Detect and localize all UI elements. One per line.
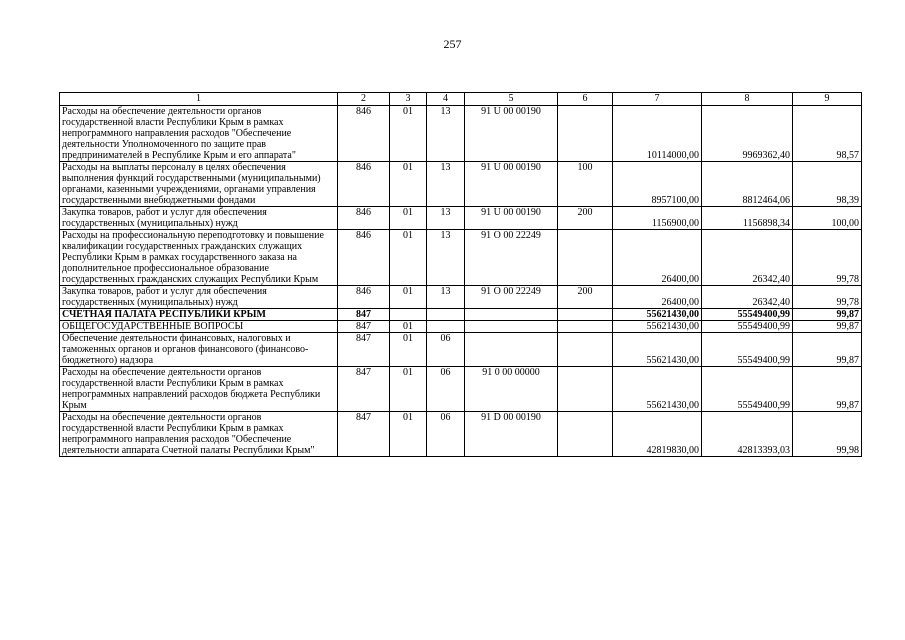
subsection-cell: 06 [427, 412, 465, 457]
percent-cell: 100,00 [793, 207, 862, 230]
admin-code-cell: 847 [338, 309, 390, 321]
row-name-cell: ОБЩЕГОСУДАРСТВЕННЫЕ ВОПРОСЫ [60, 321, 338, 333]
expense-type-cell: 200 [558, 207, 613, 230]
expense-type-cell [558, 230, 613, 286]
admin-code-cell: 846 [338, 106, 390, 162]
executed-amount-cell: 55549400,99 [702, 321, 793, 333]
row-name-cell: Закупка товаров, работ и услуг для обеспечения государственных (муниципальных) нужд [60, 286, 338, 309]
target-article-cell: 91 0 00 00000 [465, 367, 558, 412]
section-cell: 01 [390, 321, 427, 333]
planned-amount-cell: 26400,00 [613, 230, 702, 286]
planned-amount-cell: 8957100,00 [613, 162, 702, 207]
section-cell: 01 [390, 286, 427, 309]
executed-amount-cell: 55549400,99 [702, 367, 793, 412]
table-row [60, 321, 862, 333]
header-cell: 9 [793, 93, 862, 106]
page-number: 257 [443, 37, 462, 51]
percent-cell: 99,78 [793, 286, 862, 309]
row-name-cell: Расходы на профессиональную переподготовку и повышение квалификации государственных гражданских служащих Республики Крым в рамках государственного заказа на дополнительное профессиональное образование государственных гражданских служащих Республики Крым [60, 230, 338, 286]
section-cell [390, 309, 427, 321]
header-cell: 1 [60, 93, 338, 106]
target-article-cell [465, 321, 558, 333]
planned-amount-cell: 55621430,00 [613, 321, 702, 333]
section-cell: 01 [390, 412, 427, 457]
percent-cell: 99,87 [793, 321, 862, 333]
planned-amount-cell: 55621430,00 [613, 333, 702, 367]
target-article-cell: 91 U 00 00190 [465, 106, 558, 162]
percent-cell: 98,39 [793, 162, 862, 207]
section-cell: 01 [390, 106, 427, 162]
planned-amount-cell: 55621430,00 [613, 367, 702, 412]
target-article-cell: 91 O 00 22249 [465, 286, 558, 309]
executed-amount-cell: 55549400,99 [702, 333, 793, 367]
row-name-cell: Обеспечение деятельности финансовых, налоговых и таможенных органов и органов финансового (финансово-бюджетного) надзора [60, 333, 338, 367]
target-article-cell [465, 309, 558, 321]
target-article-cell: 91 D 00 00190 [465, 412, 558, 457]
section-cell: 01 [390, 367, 427, 412]
percent-cell: 98,57 [793, 106, 862, 162]
target-article-cell: 91 U 00 00190 [465, 207, 558, 230]
row-name-cell: Закупка товаров, работ и услуг для обеспечения государственных (муниципальных) нужд [60, 207, 338, 230]
subsection-cell: 06 [427, 333, 465, 367]
header-cell: 2 [338, 93, 390, 106]
table-row [60, 309, 862, 321]
planned-amount-cell: 26400,00 [613, 286, 702, 309]
target-article-cell: 91 O 00 22249 [465, 230, 558, 286]
expense-type-cell: 100 [558, 162, 613, 207]
subsection-cell: 13 [427, 162, 465, 207]
table-row [60, 333, 862, 367]
subsection-cell: 06 [427, 367, 465, 412]
admin-code-cell: 847 [338, 412, 390, 457]
subsection-cell [427, 321, 465, 333]
subsection-cell: 13 [427, 230, 465, 286]
row-name-cell: Расходы на обеспечение деятельности органов государственной власти Республики Крым в рамках непрограммного направления расходов "Обеспечение деятельности Уполномоченного по защите прав предпринимателей в Республике Крым и его аппарата" [60, 106, 338, 162]
executed-amount-cell: 9969362,40 [702, 106, 793, 162]
expense-type-cell [558, 321, 613, 333]
table-row [60, 230, 862, 286]
subsection-cell [427, 309, 465, 321]
row-name-cell: Расходы на выплаты персоналу в целях обеспечения выполнения функций государственными (муниципальными) органами, казенными учреждениями, органами управления государственными внебюджетными фондами [60, 162, 338, 207]
header-cell: 7 [613, 93, 702, 106]
header-row [60, 93, 862, 106]
executed-amount-cell: 1156898,34 [702, 207, 793, 230]
table-row [60, 286, 862, 309]
expense-type-cell [558, 309, 613, 321]
header-cell: 4 [427, 93, 465, 106]
section-cell: 01 [390, 207, 427, 230]
header-cell: 5 [465, 93, 558, 106]
header-cell: 8 [702, 93, 793, 106]
target-article-cell: 91 U 00 00190 [465, 162, 558, 207]
executed-amount-cell: 26342,40 [702, 286, 793, 309]
subsection-cell: 13 [427, 286, 465, 309]
executed-amount-cell: 26342,40 [702, 230, 793, 286]
section-cell: 01 [390, 162, 427, 207]
percent-cell: 99,87 [793, 367, 862, 412]
planned-amount-cell: 1156900,00 [613, 207, 702, 230]
planned-amount-cell: 42819830,00 [613, 412, 702, 457]
admin-code-cell: 847 [338, 321, 390, 333]
section-cell: 01 [390, 333, 427, 367]
executed-amount-cell: 55549400,99 [702, 309, 793, 321]
planned-amount-cell: 10114000,00 [613, 106, 702, 162]
admin-code-cell: 847 [338, 333, 390, 367]
subsection-cell: 13 [427, 106, 465, 162]
expense-type-cell [558, 412, 613, 457]
table-row [60, 367, 862, 412]
percent-cell: 99,98 [793, 412, 862, 457]
executed-amount-cell: 42813393,03 [702, 412, 793, 457]
percent-cell: 99,87 [793, 333, 862, 367]
subsection-cell: 13 [427, 207, 465, 230]
expense-type-cell [558, 106, 613, 162]
percent-cell: 99,78 [793, 230, 862, 286]
admin-code-cell: 846 [338, 162, 390, 207]
header-cell: 3 [390, 93, 427, 106]
percent-cell: 99,87 [793, 309, 862, 321]
target-article-cell [465, 333, 558, 367]
admin-code-cell: 846 [338, 286, 390, 309]
admin-code-cell: 847 [338, 367, 390, 412]
executed-amount-cell: 8812464,06 [702, 162, 793, 207]
table-row [60, 207, 862, 230]
table-row [60, 412, 862, 457]
budget-table [59, 92, 862, 457]
row-name-cell: Расходы на обеспечение деятельности органов государственной власти Республики Крым в рамках непрограммного направления расходов "Обеспечение деятельности аппарата Счетной палаты Республики Крым" [60, 412, 338, 457]
table-row [60, 106, 862, 162]
section-cell: 01 [390, 230, 427, 286]
expense-type-cell: 200 [558, 286, 613, 309]
admin-code-cell: 846 [338, 207, 390, 230]
row-name-cell: Расходы на обеспечение деятельности органов государственной власти Республики Крым в рамках непрограммных направлений расходов бюджета Республики Крым [60, 367, 338, 412]
header-cell: 6 [558, 93, 613, 106]
expense-type-cell [558, 367, 613, 412]
planned-amount-cell: 55621430,00 [613, 309, 702, 321]
admin-code-cell: 846 [338, 230, 390, 286]
table-row [60, 162, 862, 207]
row-name-cell: СЧЕТНАЯ ПАЛАТА РЕСПУБЛИКИ КРЫМ [60, 309, 338, 321]
expense-type-cell [558, 333, 613, 367]
